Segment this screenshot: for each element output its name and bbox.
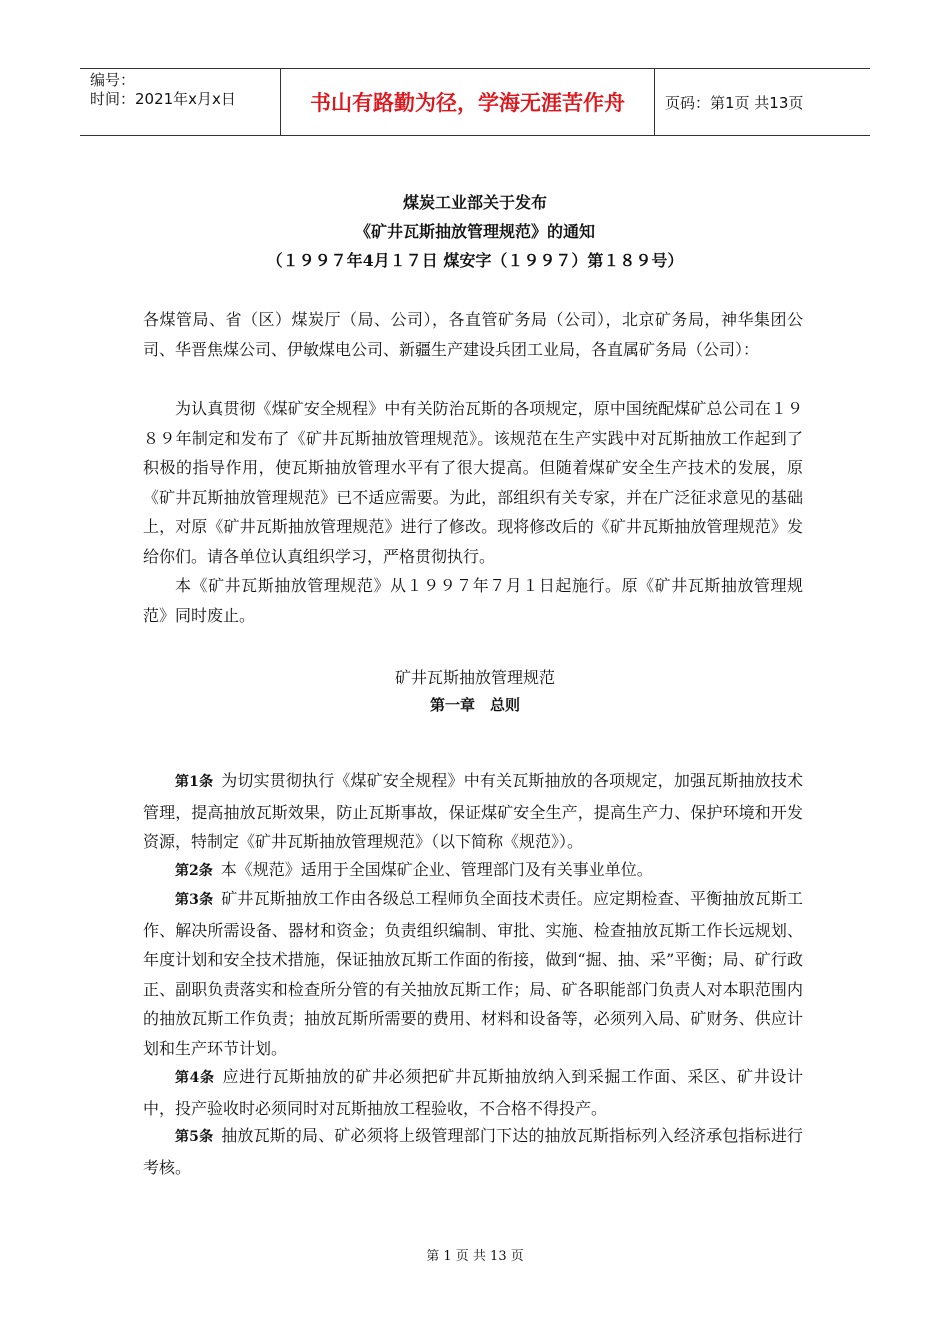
notice-paragraph-2: 本《矿井瓦斯抽放管理规范》从１９９７年７月１日起施行。原《矿井瓦斯抽放管理规范》同时废止。 [143,576,803,625]
notice-title-line3: （１９９７年4月１７日 煤安字（１９９７）第１８９号） [266,251,684,270]
article-2 [143,855,803,887]
article-text: 抽放瓦斯的局、矿必须将上级管理部门下达的抽放瓦斯指标列入经济承包指标进行考核。 [143,1126,803,1177]
header-meta [80,69,280,135]
article-text: 应进行瓦斯抽放的矿井必须把矿井瓦斯抽放纳入到采掘工作面、采区、矿井设计中，投产验收时必须同时对瓦斯抽放工程验收，不合格不得投产。 [143,1067,803,1118]
number-label: 编号： [90,71,136,89]
article-text: 本《规范》适用于全国煤矿企业、管理部门及有关事业单位。 [220,860,653,879]
page-header [80,68,870,136]
article-number: 第2条 [175,863,213,879]
chapter-heading: 第一章 总则 [429,696,520,714]
article-5 [143,1121,803,1182]
spec-name: 矿井瓦斯抽放管理规范 [394,668,555,687]
header-page-info: 页码：第1页 共13页 [665,93,804,112]
addressees: 各煤管局、省（区）煤炭厅（局、公司），各直管矿务局（公司），北京矿务局，神华集团公司、华晋焦煤公司、伊敏煤电公司、新疆生产建设兵团工业局，各直属矿务局（公司）： [143,310,803,359]
article-number: 第4条 [175,1070,215,1086]
date-label: 时间：2021年x月x日 [90,90,236,108]
article-text: 为切实贯彻执行《煤矿安全规程》中有关瓦斯抽放的各项规定，加强瓦斯抽放技术管理，提高抽放瓦斯效果，防止瓦斯事故，保证煤矿安全生产，提高生产力、保护环境和开发资源，特制定《矿井瓦斯抽放管理规范》（以下简称《规范》）。 [143,771,803,851]
article-number: 第1条 [175,774,214,790]
header-motto: 书山有路勤为径，学海无涯苦作舟 [280,69,655,135]
article-number: 第3条 [175,892,214,908]
article-3 [143,884,803,1063]
notice-paragraph-1: 为认真贯彻《煤矿安全规程》中有关防治瓦斯的各项规定，原中国统配煤矿总公司在１９８９年制定和发布了《矿井瓦斯抽放管理规范》。该规范在生产实践中对瓦斯抽放工作起到了积极的指导作用，使瓦斯抽放管理水平有了很大提高。但随着煤矿安全生产技术的发展，原《矿井瓦斯抽放管理规范》已不适应需要。为此，部组织有关专家，并在广泛征求意见的基础上，对原《矿井瓦斯抽放管理规范》进行了修改。现将修改后的《矿井瓦斯抽放管理规范》发给你们。请各单位认真组织学习，严格贯彻执行。 [143,399,803,566]
article-number: 第5条 [175,1129,214,1145]
article-1 [143,766,803,857]
notice-title-line2: 《矿井瓦斯抽放管理规范》的通知 [354,222,595,241]
article-4 [143,1062,803,1123]
notice-title-line1: 煤炭工业部关于发布 [402,193,547,212]
page-footer: 第 1 页 共 13 页 [426,1249,524,1264]
article-text: 矿井瓦斯抽放工作由各级总工程师负全面技术责任。应定期检查、平衡抽放瓦斯工作、解决所需设备、器材和资金；负责组织编制、审批、实施、检查抽放瓦斯工作长远规划、年度计划和安全技术措施，保证抽放瓦斯工作面的衔接，做到“掘、抽、采”平衡；局、矿行政正、副职负责落实和检查所分管的有关抽放瓦斯工作；局、矿各职能部门负责人对本职范围内的抽放瓦斯工作负责；抽放瓦斯所需要的费用、材料和设备等，必须列入局、矿财务、供应计划和生产环节计划。 [143,889,803,1058]
